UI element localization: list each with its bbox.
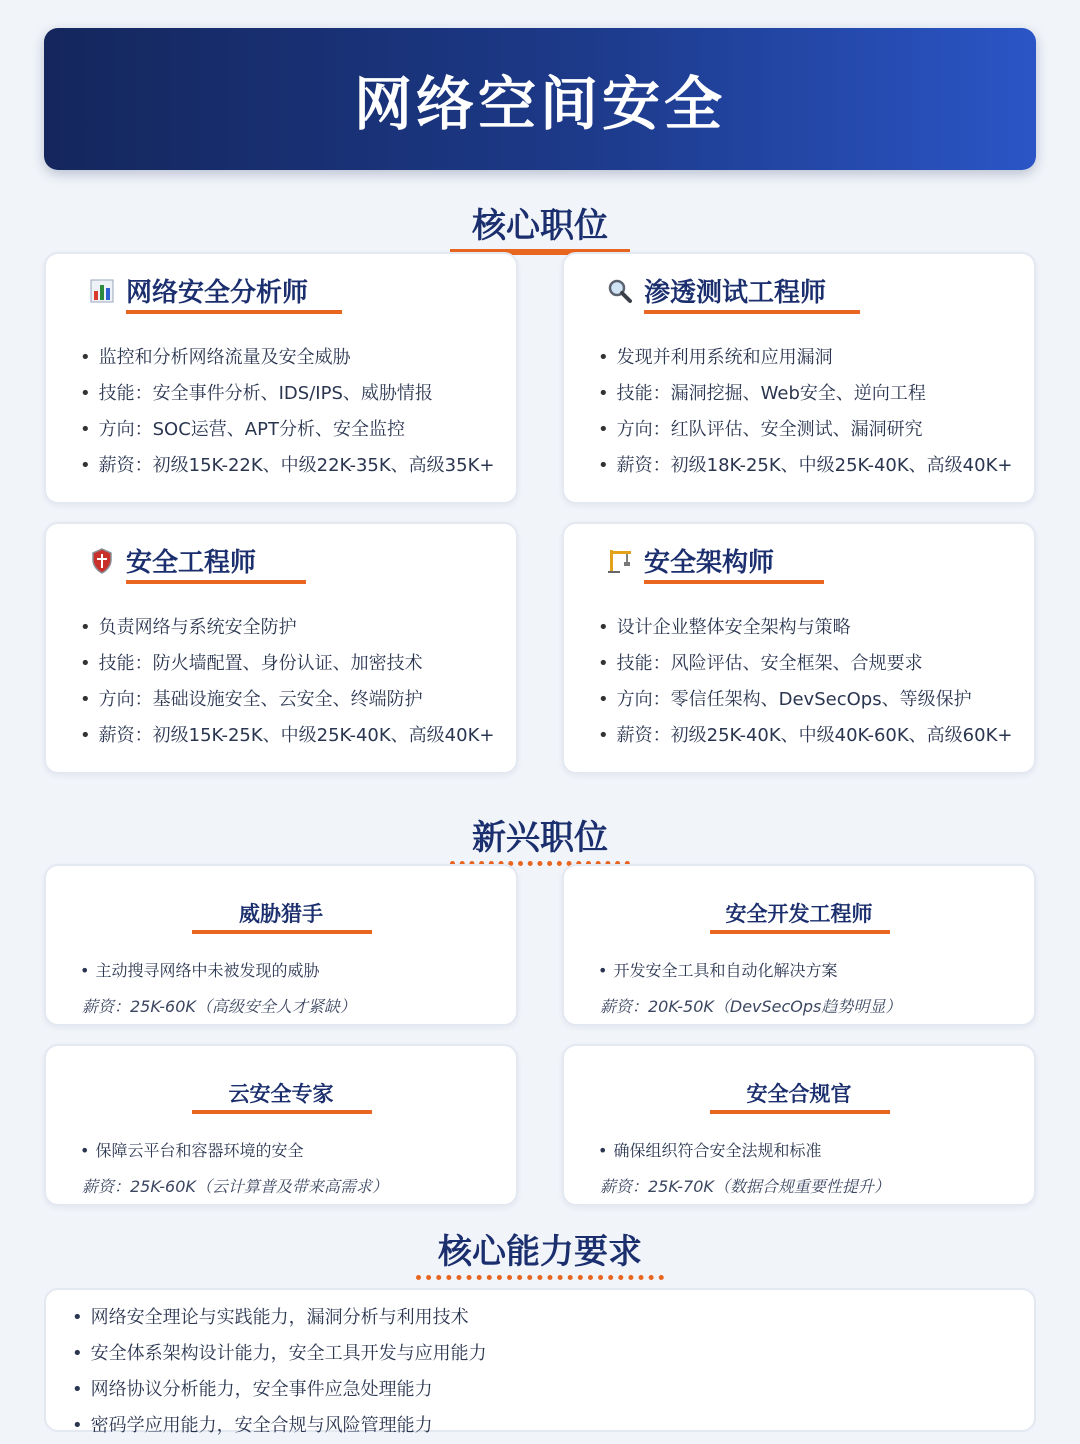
card-threat-hunter: [44, 864, 518, 1026]
card-title: 网络安全分析师: [126, 278, 309, 308]
page-header: [44, 28, 1036, 170]
magnifier-icon: [606, 277, 634, 305]
title-underline: [710, 930, 890, 934]
list-item: • 技能：风险评估、安全框架、合规要求: [598, 646, 1012, 682]
list-item: • 薪资：初级15K-22K、中级22K-35K、高级35K+: [80, 448, 494, 484]
list-item: • 发现并利用系统和应用漏洞: [598, 340, 1012, 376]
card-description: • 保障云平台和容器环境的安全: [80, 1138, 303, 1161]
card-title: 渗透测试工程师: [644, 278, 827, 308]
list-item: • 技能：漏洞挖掘、Web安全、逆向工程: [598, 376, 1012, 412]
card-cloud-security-expert: [44, 1044, 518, 1206]
list-item: • 薪资：初级15K-25K、中级25K-40K、高级40K+: [80, 718, 494, 754]
section-title-core-positions: 核心职位: [0, 198, 1080, 255]
list-item: • 方向：基础设施安全、云安全、终端防护: [80, 682, 494, 718]
list-item: • 方向：零信任架构、DevSecOps、等级保护: [598, 682, 1012, 718]
list-item: • 薪资：初级18K-25K、中级25K-40K、高级40K+: [598, 448, 1012, 484]
card-penetration-tester: [562, 252, 1036, 504]
abilities-list: [72, 1300, 487, 1444]
list-item: • 监控和分析网络流量及安全威胁: [80, 340, 494, 376]
list-item: • 网络协议分析能力，安全事件应急处理能力: [72, 1372, 487, 1408]
list-item: • 负责网络与系统安全防护: [80, 610, 494, 646]
card-title: 安全工程师: [126, 548, 257, 578]
card-salary: 薪资：20K-50K（DevSecOps趋势明显）: [600, 997, 902, 1016]
card-description: • 确保组织符合安全法规和标准: [598, 1138, 821, 1161]
card-security-analyst: [44, 252, 518, 504]
card-title: 安全合规官: [746, 1082, 852, 1106]
title-underline: [192, 930, 372, 934]
title-underline: [192, 1110, 372, 1114]
bar-chart-icon: [88, 277, 116, 305]
core-abilities-card: [44, 1288, 1036, 1436]
card-title: 云安全专家: [228, 1082, 334, 1106]
title-underline: [126, 580, 306, 584]
title-underline: [710, 1110, 890, 1114]
list-item: • 网络安全理论与实践能力，漏洞分析与利用技术: [72, 1300, 487, 1336]
shield-icon: [88, 547, 116, 575]
card-security-engineer: [44, 522, 518, 774]
list-item: • 薪资：初级25K-40K、中级40K-60K、高级60K+: [598, 718, 1012, 754]
title-underline: [126, 310, 342, 314]
title-underline: [644, 310, 860, 314]
section-title-core-abilities: 核心能力要求: [0, 1224, 1080, 1280]
list-item: • 技能：防火墙配置、身份认证、加密技术: [80, 646, 494, 682]
card-salary: 薪资：25K-70K（数据合规重要性提升）: [600, 1177, 890, 1196]
bullet-list: [80, 610, 494, 754]
card-title: 安全架构师: [644, 548, 775, 578]
crane-icon: [606, 547, 634, 575]
card-description: • 主动搜寻网络中未被发现的威胁: [80, 958, 319, 981]
card-salary: 薪资：25K-60K（云计算普及带来高需求）: [82, 1177, 388, 1196]
page-title: 网络空间安全: [353, 70, 726, 138]
list-item: • 技能：安全事件分析、IDS/IPS、威胁情报: [80, 376, 494, 412]
bullet-list: [80, 340, 494, 484]
card-salary: 薪资：25K-60K（高级安全人才紧缺）: [82, 997, 356, 1016]
card-security-dev-engineer: [562, 864, 1036, 1026]
card-title: 威胁猎手: [239, 902, 323, 926]
list-item: • 方向：SOC运营、APT分析、安全监控: [80, 412, 494, 448]
card-description: • 开发安全工具和自动化解决方案: [598, 958, 837, 981]
list-item: • 设计企业整体安全架构与策略: [598, 610, 1012, 646]
section-title-emerging-positions: 新兴职位: [0, 810, 1080, 866]
list-item: • 安全体系架构设计能力，安全工具开发与应用能力: [72, 1336, 487, 1372]
card-compliance-officer: [562, 1044, 1036, 1206]
list-item: • 密码学应用能力，安全合规与风险管理能力: [72, 1408, 487, 1444]
bullet-list: [598, 610, 1012, 754]
card-security-architect: [562, 522, 1036, 774]
bullet-list: [598, 340, 1012, 484]
title-underline: [644, 580, 824, 584]
card-title: 安全开发工程师: [725, 902, 873, 926]
list-item: • 方向：红队评估、安全测试、漏洞研究: [598, 412, 1012, 448]
